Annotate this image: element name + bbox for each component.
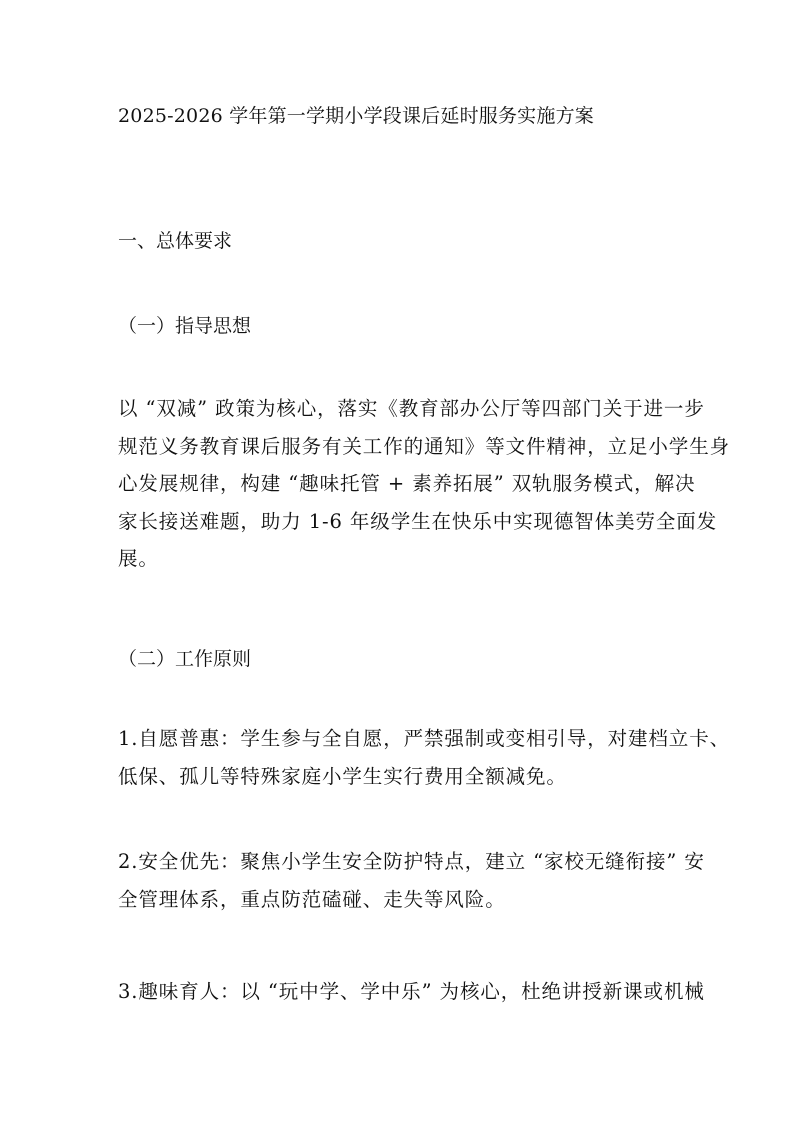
paragraph-line: 低保、孤儿等特殊家庭小学生实行费用全额减免。	[118, 764, 567, 788]
subsection-heading-guiding-ideology: （一）指导思想	[118, 315, 252, 337]
paragraph-principle-voluntary	[118, 720, 731, 795]
paragraph-guiding-ideology	[118, 390, 731, 578]
section-heading-general-requirements: 一、总体要求	[118, 230, 233, 252]
paragraph-line: 以 “双减” 政策为核心，落实《教育部办公厅等四部门关于进一步	[118, 397, 705, 420]
paragraph-line: 心发展规律，构建 “趣味托管 + 素养拓展” 双轨服务模式，解决	[118, 472, 696, 495]
paragraph-line: 规范义务教育课后服务有关工作的通知》等文件精神，立足小学生身	[118, 434, 731, 458]
paragraph-line: 1.自愿普惠：学生参与全自愿，严禁强制或变相引导，对建档立卡、	[118, 727, 731, 750]
subsection-heading-work-principles: （二）工作原则	[118, 648, 252, 670]
paragraph-line: 2.安全优先：聚焦小学生安全防护特点，建立 “家校无缝衔接” 安	[118, 850, 705, 873]
document-title: 2025-2026 学年第一学期小学段课后延时服务实施方案	[118, 105, 594, 127]
paragraph-line: 全管理体系，重点防范磕碰、走失等风险。	[118, 887, 506, 911]
paragraph-line: 3.趣味育人：以 “玩中学、学中乐” 为核心，杜绝讲授新课或机械	[118, 980, 705, 1003]
paragraph-principle-safety	[118, 843, 705, 918]
paragraph-line: 家长接送难题，助力 1-6 年级学生在快乐中实现德智体美劳全面发	[118, 509, 718, 533]
paragraph-principle-fun-education	[118, 973, 705, 1011]
paragraph-line: 展。	[118, 547, 159, 570]
